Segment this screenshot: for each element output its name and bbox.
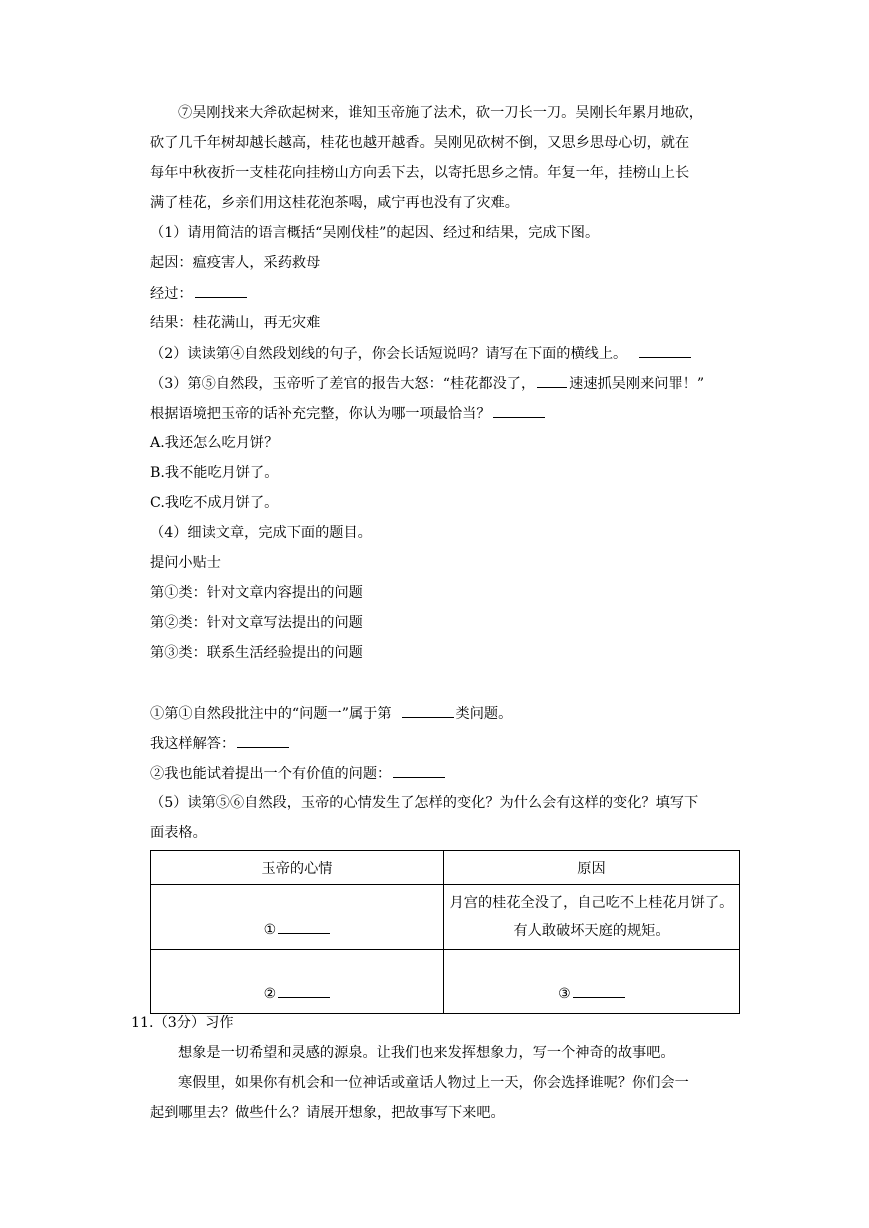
table-row bbox=[151, 950, 740, 1014]
tips-title: 提问小贴士 bbox=[150, 555, 221, 571]
row-1-reason bbox=[444, 885, 740, 950]
sub-1-prompt-a: ①第①自然段批注中的“问题一”属于第 bbox=[150, 706, 392, 722]
tip-1: 第①类：针对文章内容提出的问题 bbox=[150, 585, 363, 601]
row-2-mood bbox=[151, 950, 444, 1014]
sub-2-answer-blank[interactable] bbox=[393, 763, 445, 778]
question-1-cause: 起因：瘟疫害人，采药救母 bbox=[150, 255, 321, 271]
tip-3: 第③类：联系生活经验提出的问题 bbox=[150, 645, 363, 661]
header-mood: 玉帝的心情 bbox=[151, 851, 444, 885]
question-3-prompt-a: （3）第⑤自然段，玉帝听了差官的报告大怒：“桂花都没了， bbox=[150, 376, 536, 392]
mood-table bbox=[150, 850, 740, 1014]
question-1-prompt: （1）请用简洁的语言概括“吴刚伐桂”的起因、经过和结果，完成下图。 bbox=[150, 225, 600, 241]
process-answer-blank[interactable] bbox=[195, 283, 247, 298]
question-3-line-1 bbox=[150, 373, 704, 394]
header-reason: 原因 bbox=[444, 851, 740, 885]
question-5-prompt-a: （5）读第⑤⑥自然段，玉帝的心情发生了怎样的变化？为什么会有这样的变化？填写下 bbox=[150, 795, 699, 811]
sub-2-prompt: ②我也能试着提出一个有价值的问题： bbox=[150, 766, 392, 782]
question-11-title: 11.（3分）习作 bbox=[131, 1015, 234, 1031]
question-3-answer-blank[interactable] bbox=[493, 403, 545, 418]
paragraph-7-line-1: ⑦吴刚找来大斧砍起树来，谁知玉帝施了法术，砍一刀长一刀。吴刚长年累月地砍， bbox=[178, 105, 703, 121]
paragraph-7-line-3: 每年中秋夜折一支桂花向挂榜山方向丢下去，以寄托思乡之情。年复一年，挂榜山上长 bbox=[150, 165, 690, 181]
row-1-reason-line-1: 月宫的桂花全没了，自己吃不上桂花月饼了。 bbox=[449, 895, 734, 911]
row-1-mood-blank[interactable] bbox=[278, 919, 330, 934]
process-label: 经过： bbox=[150, 286, 193, 302]
table-row bbox=[151, 885, 740, 950]
question-4-prompt: （4）细读文章，完成下面的题目。 bbox=[150, 525, 372, 541]
row-2-reason bbox=[444, 950, 740, 1014]
question-5-prompt-b: 面表格。 bbox=[150, 825, 207, 841]
question-1-process bbox=[150, 283, 249, 304]
question-3-prompt-c: 根据语境把玉帝的话补充完整，你认为哪一项最恰当？ bbox=[150, 406, 491, 422]
sub-1-answer-label: 我这样解答： bbox=[150, 736, 236, 752]
question-3-fill-blank[interactable] bbox=[537, 373, 567, 388]
question-3-line-2 bbox=[150, 403, 547, 424]
sub-1-answer-blank[interactable] bbox=[237, 733, 289, 748]
tip-2: 第②类：针对文章写法提出的问题 bbox=[150, 615, 363, 631]
paragraph-7-line-2: 砍了几千年树却越长越高，桂花也越开越香。吴刚见砍树不倒，又思乡思母心切，就在 bbox=[150, 135, 690, 151]
row-2-reason-blank[interactable] bbox=[573, 983, 625, 998]
paragraph-7-line-4: 满了桂花，乡亲们用这桂花泡茶喝，咸宁再也没有了灾难。 bbox=[150, 195, 519, 211]
question-2 bbox=[150, 343, 693, 364]
question-11-paragraph-2-line-2: 起到哪里去？做些什么？请展开想象，把故事写下来吧。 bbox=[150, 1105, 505, 1121]
row-1-mood-label: ① bbox=[263, 921, 277, 938]
row-1-mood bbox=[151, 885, 444, 950]
question-3-option-b: B.我不能吃月饼了。 bbox=[150, 465, 279, 481]
sub-1-type-blank[interactable] bbox=[402, 703, 454, 718]
question-11-paragraph-1: 想象是一切希望和灵感的源泉。让我们也来发挥想象力，写一个神奇的故事吧。 bbox=[178, 1045, 675, 1061]
row-2-mood-label: ② bbox=[263, 986, 277, 1002]
question-2-prompt: （2）读读第④自然段划线的句子，你会长话短说吗？请写在下面的横线上。 bbox=[150, 346, 628, 362]
table-header-row bbox=[151, 851, 740, 885]
question-2-answer-blank[interactable] bbox=[639, 343, 691, 358]
question-1-result: 结果：桂花满山，再无灾难 bbox=[150, 315, 321, 331]
question-4-sub-1 bbox=[150, 703, 512, 724]
question-4-sub-1-answer bbox=[150, 733, 291, 754]
question-3-prompt-b: 速速抓吴刚来问罪！” bbox=[569, 376, 705, 392]
question-3-option-c: C.我吃不成月饼了。 bbox=[150, 495, 279, 511]
row-2-reason-label: ③ bbox=[558, 986, 571, 1002]
question-4-sub-2 bbox=[150, 763, 447, 784]
question-3-option-a: A.我还怎么吃月饼？ bbox=[150, 435, 279, 451]
row-1-reason-line-2: 有人敢破坏天庭的规矩。 bbox=[513, 923, 670, 939]
question-11-paragraph-2-line-1: 寒假里，如果你有机会和一位神话或童话人物过上一天，你会选择谁呢？你们会一 bbox=[178, 1075, 689, 1091]
sub-1-prompt-b: 类问题。 bbox=[455, 706, 513, 722]
row-2-mood-blank[interactable] bbox=[278, 983, 330, 998]
